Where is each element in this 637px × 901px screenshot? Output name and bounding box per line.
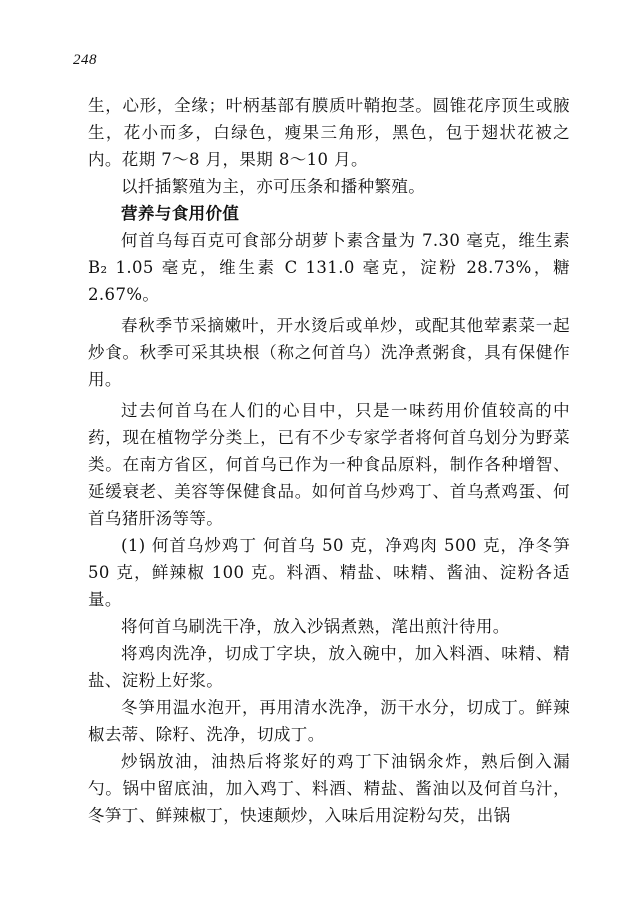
recipe-step-3: 冬笋用温水泡开，再用清水洗净，沥干水分，切成丁。鲜辣椒去蒂、除籽、洗净，切成丁。 xyxy=(88,698,570,744)
paragraph-continued-description: 生，心形，全缘；叶柄基部有膜质叶鞘抱茎。圆锥花序顶生或腋生，花小而多，白绿色，瘦果三角形，黑色，包于翅状花被之内。花期 7～8 月，果期 8～10 月。 xyxy=(88,96,570,169)
recipe-step-4: 炒锅放油，油热后将浆好的鸡丁下油锅氽炸，熟后倒入漏勺。锅中留底油，加入鸡丁、料酒、精盐、酱油以及何首乌汁，冬笋丁、鲜辣椒丁，快速颠炒，入味后用淀粉勾芡，出锅 xyxy=(88,752,570,825)
recipe-step-2: 将鸡肉洗净，切成丁字块，放入碗中，加入料酒、味精、精盐、淀粉上好浆。 xyxy=(88,644,570,690)
body-text xyxy=(88,92,570,829)
paragraph-history: 过去何首乌在人们的心目中，只是一味药用价值较高的中药，现在植物学分类上，已有不少专家学者将何首乌划分为野菜类。在南方省区，何首乌已作为一种食品原料，制作各种增智、延缓衰老、美容等保健食品。如何首乌炒鸡丁、首乌煮鸡蛋、何首乌猪肝汤等等。 xyxy=(88,401,570,528)
recipe-ingredients: 何首乌 50 克，净鸡肉 500 克，净冬笋 50 克，鲜辣椒 100 克。料酒、精盐、味精、酱油、淀粉各适量。 xyxy=(88,536,570,609)
recipe-step-1: 将何首乌刷洗干净，放入沙锅煮熟，滗出煎汁待用。 xyxy=(121,617,510,636)
recipe-title: (1) 何首乌炒鸡丁 xyxy=(121,536,257,555)
paragraph-recipe xyxy=(88,532,570,613)
paragraph-harvest: 春秋季节采摘嫩叶，开水烫后或单炒，或配其他荤素菜一起炒食。秋季可采其块根（称之何首乌）洗净煮粥食，具有保健作用。 xyxy=(88,316,570,389)
section-heading-nutrition: 营养与食用价值 xyxy=(121,204,240,223)
paragraph-propagation: 以扦插繁殖为主，亦可压条和播种繁殖。 xyxy=(121,177,426,196)
paragraph-nutrition: 何首乌每百克可食部分胡萝卜素含量为 7.30 毫克，维生素 B₂ 1.05 毫克，维生素 C 131.0 毫克，淀粉 28.73%，糖 2.67%。 xyxy=(88,231,570,304)
page-number: 248 xyxy=(73,52,97,68)
